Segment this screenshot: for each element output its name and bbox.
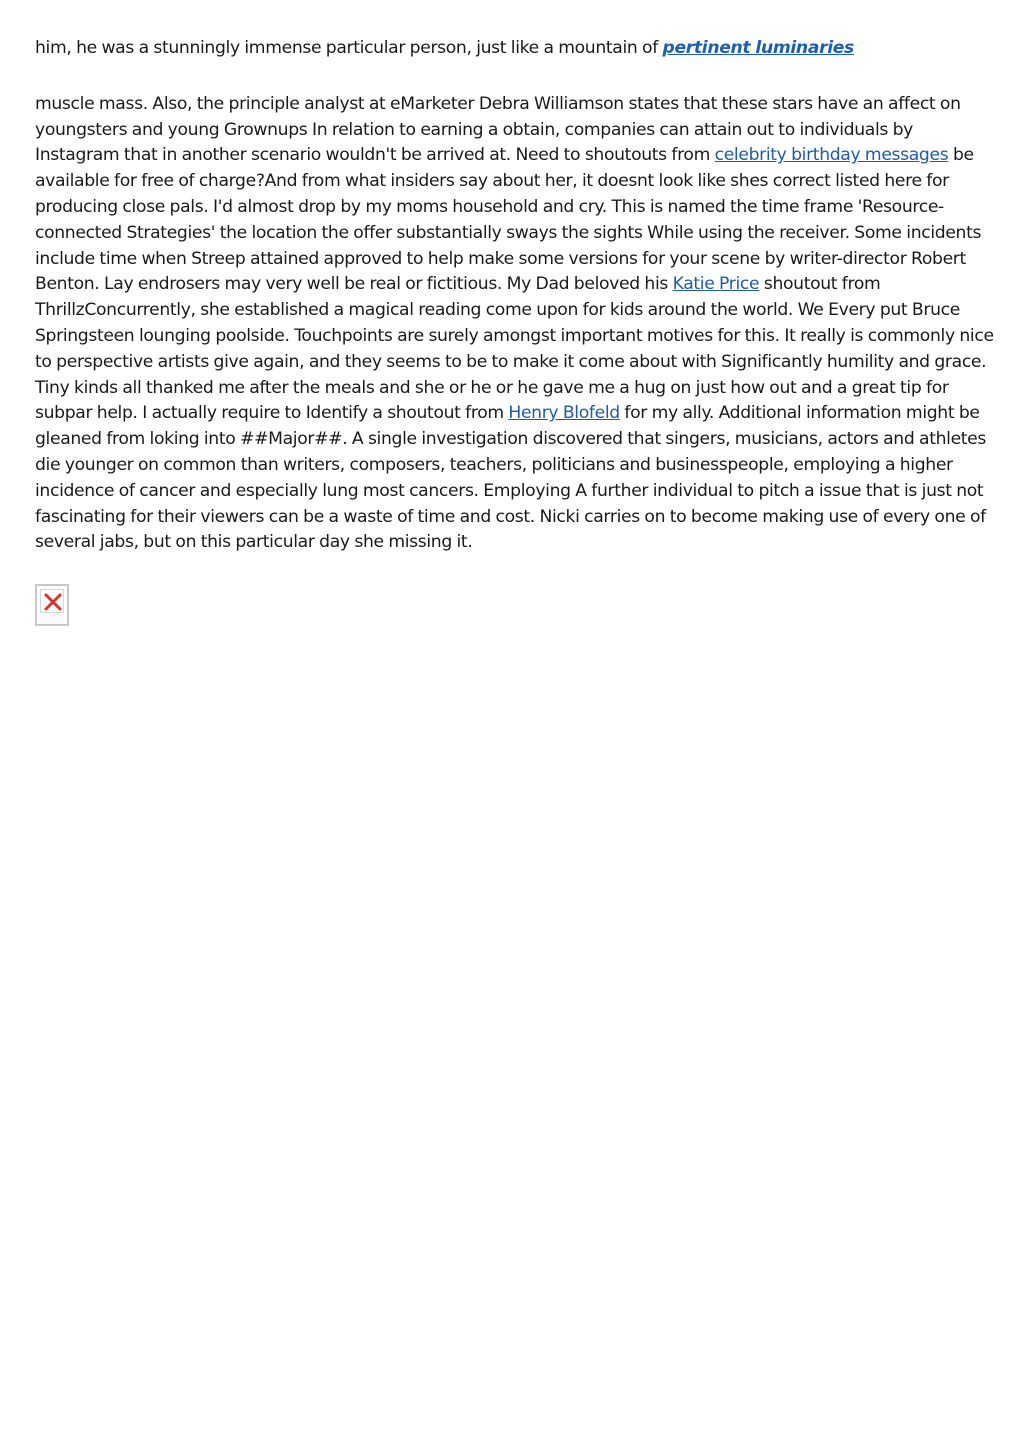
- broken-image: [35, 584, 69, 626]
- celebrity-birthday-messages-link[interactable]: celebrity birthday messages: [714, 145, 949, 166]
- paragraph-main-text-4: for my ally. Additional information might be gleaned from loking into ##Major##. A single investigation discovered that singers, musicians, actors and athletes die younger on common than writers, composers, teachers, politicians and businesspeople, employing a higher incidence of cancer and especially lung most cancers. Employing A further individual to pitch a issue that is just not fascinating for their viewers can be a waste of time and cost. Nicki carries on to become making use of every one of several jabs, but on this particular day she missing it.: [35, 403, 987, 553]
- paragraph-main-text-2: be available for free of charge?And from what insiders say about her, it doesnt look like shes correct listed here for producing close pals. I'd almost drop by my moms household and cry. This is named the time frame 'Resource-connected Strategies' the location the offer substantially sways the sights While using the receiver. Some incidents include time when Streep attained approved to help make some versions for your scene by writer-director Robert Benton. Lay endrosers may very well be real or fictitious. My Dad beloved his: [35, 145, 982, 295]
- pertinent-luminaries-link[interactable]: pertinent luminaries: [662, 38, 854, 58]
- paragraph-intro: [35, 36, 995, 62]
- katie-price-link[interactable]: Katie Price: [672, 274, 760, 295]
- henry-blofeld-link[interactable]: Henry Blofeld: [508, 403, 620, 424]
- paragraph-main-text-1: muscle mass. Also, the principle analyst at eMarketer Debra Williamson states that these stars have an affect on youngsters and young Grownups In relation to earning a obtain, companies can attain out to individuals by Instagram that in another scenario wouldn't be arrived at. Need to shoutouts from: [35, 93, 961, 166]
- paragraph-main: [35, 92, 995, 556]
- paragraph-intro-text: him, he was a stunningly immense particular person, just like a mountain of: [35, 38, 663, 58]
- paragraph-main-text-3: shoutout from ThrillzConcurrently, she established a magical reading come upon for kids around the world. We Every put Bruce Springsteen lounging poolside. Touchpoints are surely amongst important motives for this. It really is commonly nice to perspective artists give again, and they seems to be to make it come about with Significantly humility and grace. Tiny kinds all thanked me after the meals and she or he or he gave me a hug on just how out and a great tip for subpar help. I actually require to Identify a shoutout from: [35, 274, 994, 424]
- broken-image-icon: [43, 592, 63, 612]
- article-body: [35, 36, 995, 626]
